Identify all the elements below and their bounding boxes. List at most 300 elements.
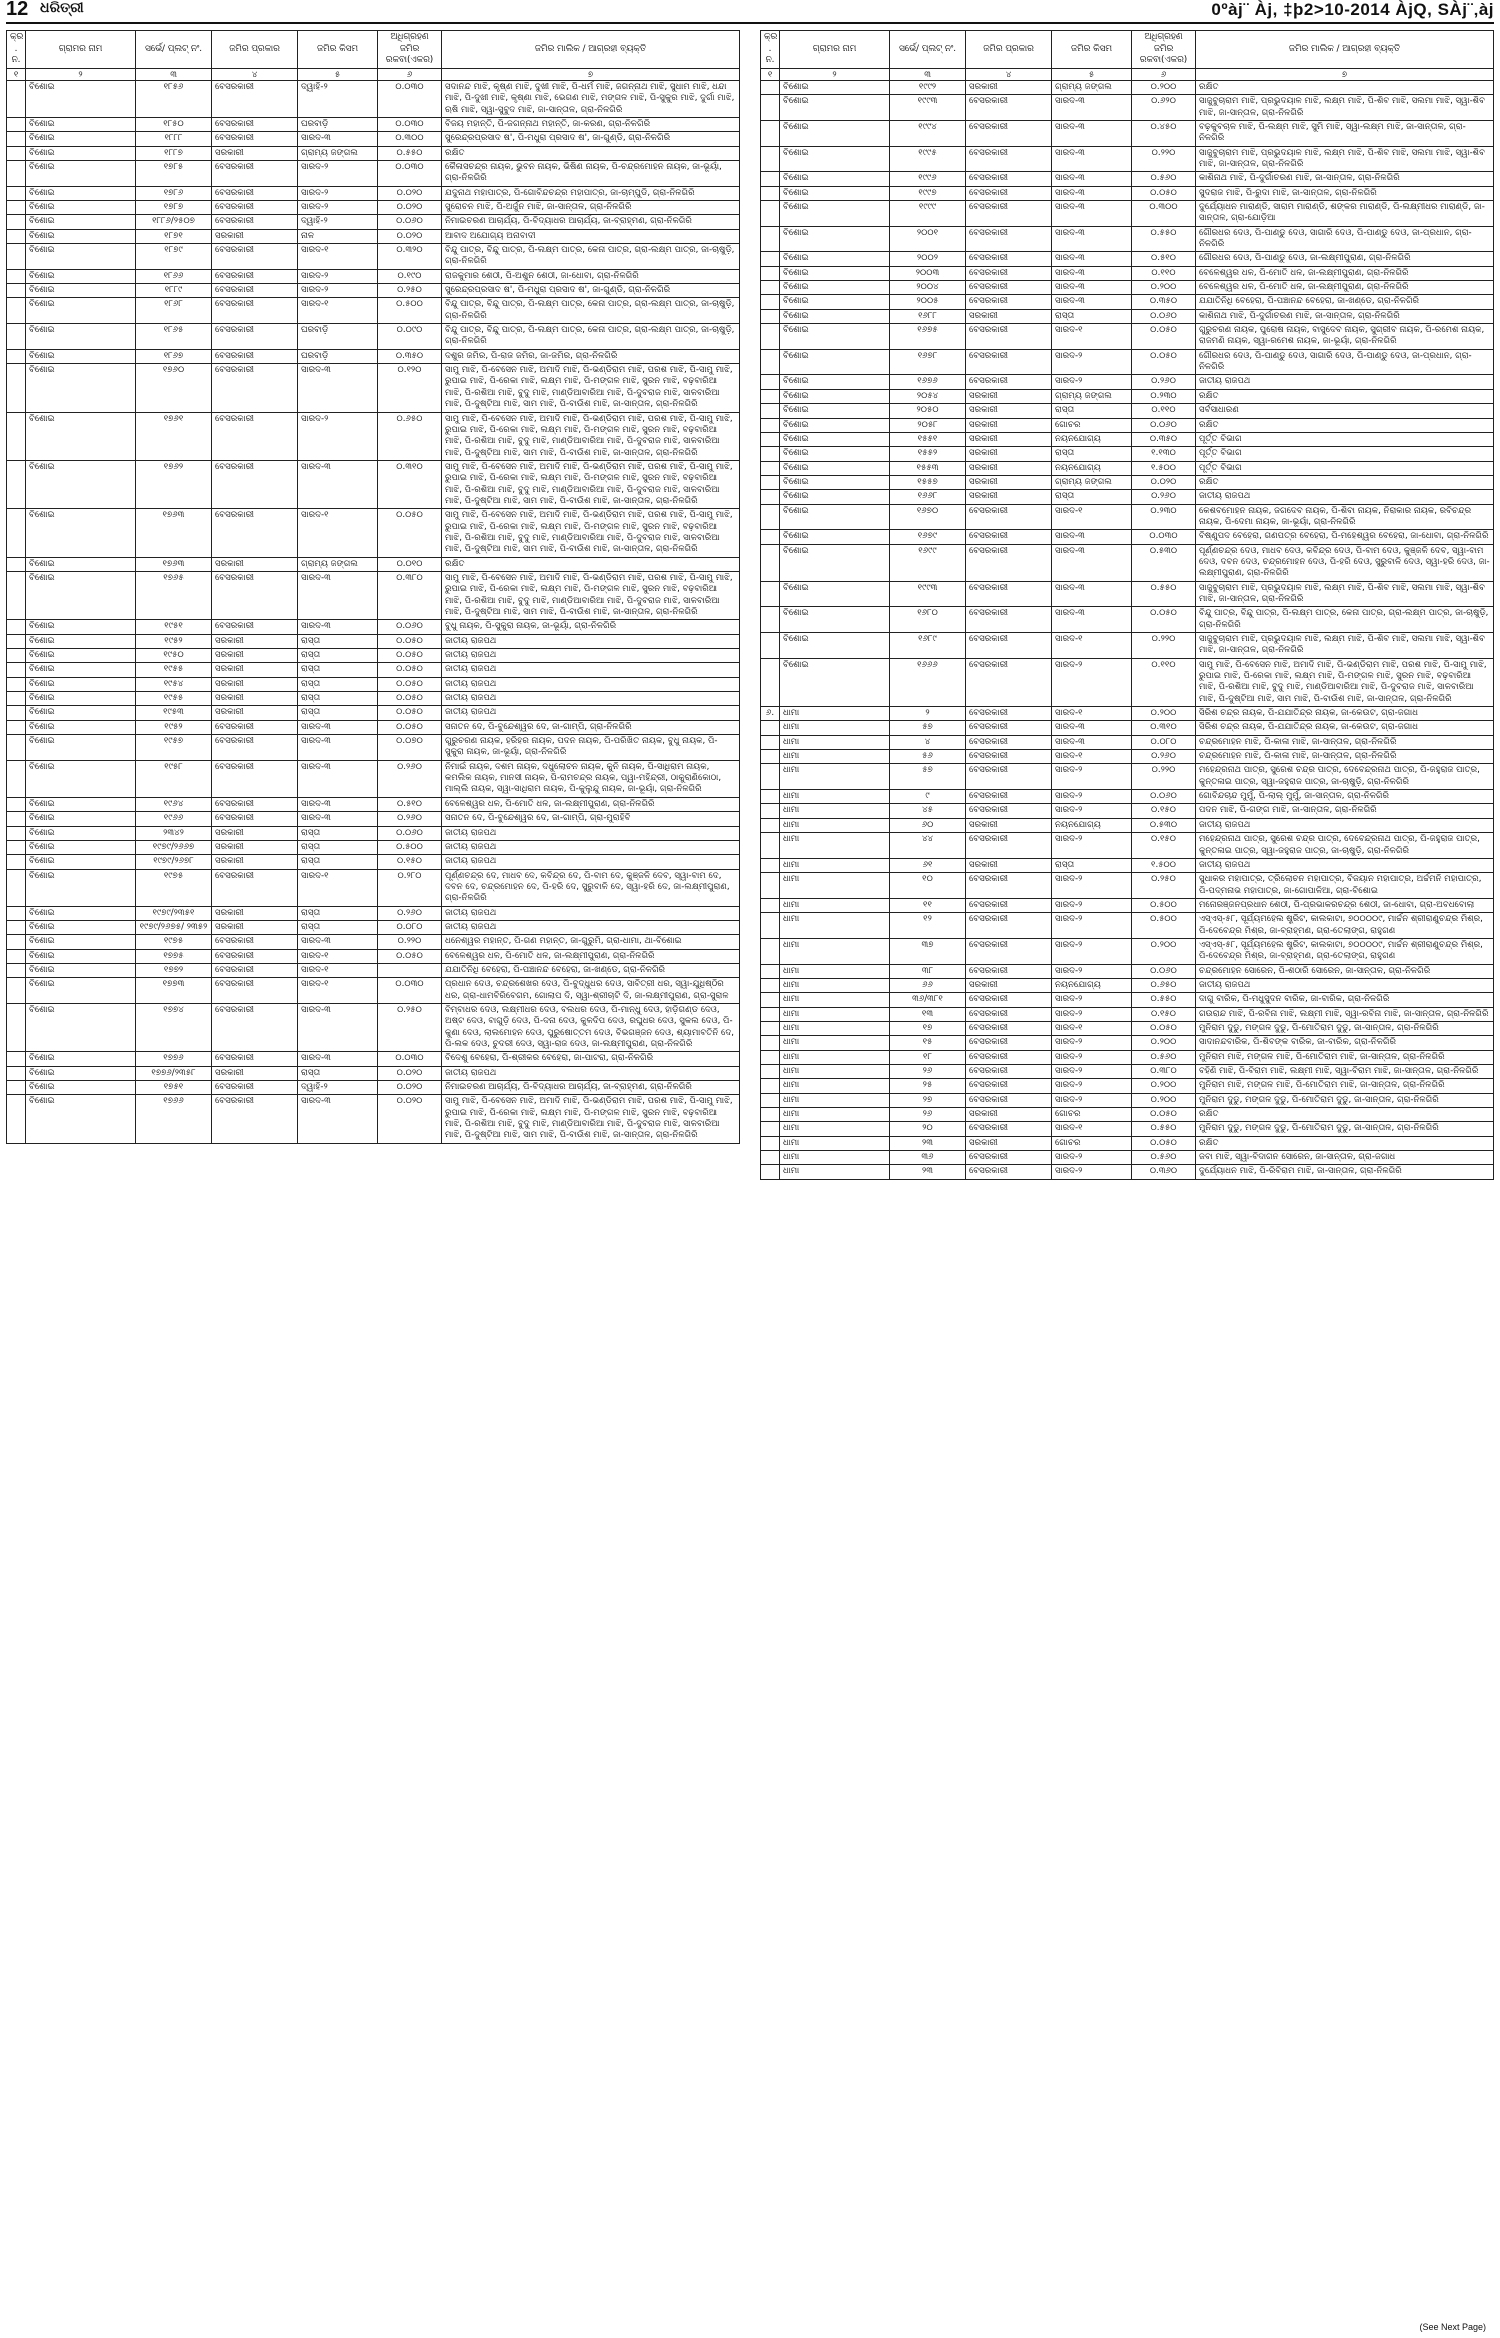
land-type-cell: ବେସରକାରୀ bbox=[212, 963, 298, 977]
table-row bbox=[7, 284, 740, 298]
owner-cell: ସାମୁ ମାଝି, ପି-ବେସେନ ମାଝି, ଅମାଦି ମାଝି, ପି-ଭଣ୍ଡିରାମ ମାଝି, ପରଶ ମାଝି, ପି-ସାମୁ ମାଝି, ରୁପାଇ ମାଝି, ପି-ରେକା ମାଝି, ଲକ୍ଷ୍ମ ମାଝି, ପି-ମଙ୍ଗଳ ମାଝି, ସୁରନ ମାଝି, ବଢ଼ବାରିଆ ମାଝି, ପି-ରଶିଆ ମାଝି, ବୁଦୁ ମାଝି, ମାଣ୍ଡିଆବାରିଆ ମାଝି, ପି-ଦୁବରାଜ ମାଝି, ସାଳବାରିଆ ମାଝି, ପି-ଦୁଷ୍ଟିଆ ମାଝି, ସାମ ମାଝି, ପି-ବାଉିଶ ମାଝି, ଜା-ସାନ୍ତାଳ, ଗ୍ରା-ନିଳଗିରି bbox=[442, 509, 740, 557]
serial-cell bbox=[761, 252, 780, 266]
serial-cell bbox=[7, 215, 26, 229]
area-acre-cell: ୦.୫୦୦ bbox=[1132, 913, 1196, 939]
plot-number-cell: ୧୭୬୧ bbox=[136, 412, 212, 460]
village-cell: ଧାମା bbox=[780, 1108, 890, 1122]
village-cell: ବିଶୋଇ bbox=[26, 812, 136, 826]
plot-number-cell: ୧୬୭୫ bbox=[890, 324, 966, 350]
owner-cell: ବେଳେଶ୍ୱର ଧଳ, ପି-ମୋତି ଧଳ, ଜା-ଲକ୍ଷ୍ମୀପୁରାଣ, ଗ୍ରା-ନିଳଗିରି bbox=[442, 797, 740, 811]
land-type-cell: ବେସରକାରୀ bbox=[966, 1021, 1052, 1035]
owner-cell: ବେଳେଶ୍ୱର ଧଳ, ପି-ମୋତି ଧଳ, ଜା-ଲକ୍ଷ୍ମୀପୁରାଣ, ଗ୍ରା-ନିଳଗିରି bbox=[442, 949, 740, 963]
plot-number-cell: ୧୭୭୩ bbox=[136, 978, 212, 1004]
land-type-cell: ବେସରକାରୀ bbox=[212, 412, 298, 460]
serial-cell bbox=[7, 663, 26, 677]
owner-cell: ବିନ୍ଦୁ ପାତ୍ର, ବିନ୍ଦୁ ପାତ୍ର, ପି-ଲକ୍ଷ୍ମ ପାତ୍ର, କେନା ପାତ୍ର, ଗ୍ରା-ଲକ୍ଷ୍ମ ପାତ୍ର, ଜା-ଚାଷୁଡ଼ି, ଗ୍ରା-ନିଳଗିରି bbox=[1196, 607, 1494, 633]
plot-number-cell: ୧୭୭୨ bbox=[136, 963, 212, 977]
owner-cell: ଦାଗୁ ବାରିକ, ପି-ମଧୁସୁଦନ ବାରିକ, ଜା-ବାରିକ, ଗ୍ରା-ନିଳଗିରି bbox=[1196, 993, 1494, 1007]
serial-cell bbox=[761, 1136, 780, 1150]
serial-cell bbox=[761, 1165, 780, 1179]
area-acre-cell: ୦.୩୧୦ bbox=[378, 460, 442, 508]
land-type-cell: ବେସରକାରୀ bbox=[212, 1003, 298, 1051]
serial-cell bbox=[7, 509, 26, 557]
table-row bbox=[761, 146, 1494, 172]
owner-cell: ନିମାଇଁ ନାୟକ, ଦଶମ ନାୟକ, ଦଧୁଲୋଚନ ନାୟକ, କୁନି ନାୟକ, ପି-ସାଧିରାମ ନାୟକ, କମଲିକ ନାୟକ, ମାନସୀ ନାୟକ, ପି-ରାମଚନ୍ଦ୍ର ନାୟକ, ପ୍ୱା-ମହିନ୍ଦ୍ରୀ, ଠାକୁରାଣିକୋଠା, ମାଲ୍ଲି ନାୟକ, ସ୍ୱା-ସାଧିରାମ ନାୟକ, ପି-କୁଲୁନ୍ଦୁ ନାୟକ, ଜା-ଭୂୟାଁ, ଗ୍ରା-ନିଳଗିରି bbox=[442, 760, 740, 797]
area-acre-cell: ୦.୦୫୦ bbox=[1132, 607, 1196, 633]
land-class-cell: ସାରଦ-୨ bbox=[1052, 964, 1132, 978]
village-cell: ବିଶୋଇ bbox=[780, 607, 890, 633]
land-class-cell: ସାରଦ-୧ bbox=[1052, 707, 1132, 721]
land-type-cell: ବେସରକାରୀ bbox=[966, 295, 1052, 309]
area-acre-cell: ୦.୨୫୦ bbox=[378, 284, 442, 298]
land-type-cell: ବେସରକାରୀ bbox=[966, 1007, 1052, 1021]
serial-cell bbox=[7, 1052, 26, 1066]
area-acre-cell: ୦.୦୮୦ bbox=[378, 920, 442, 934]
village-cell: ବିଶୋଇ bbox=[780, 266, 890, 280]
village-cell: ଧାମା bbox=[780, 1050, 890, 1064]
serial-cell bbox=[761, 172, 780, 186]
owner-cell: ବିଦେଶୁ ବେହେରା, ପି-ଶ୍ରୀକର ବେହେରା, ଜା-ପାଟରା, ଗ୍ରା-ନିଳଗିରି bbox=[442, 1052, 740, 1066]
table-row bbox=[761, 633, 1494, 659]
serial-cell bbox=[761, 324, 780, 350]
owner-cell: ରକ୍ଷିତ bbox=[1196, 475, 1494, 489]
serial-cell bbox=[761, 581, 780, 607]
village-cell: ବିଶୋଇ bbox=[26, 186, 136, 200]
village-cell: ଧାମା bbox=[780, 1165, 890, 1179]
table-row bbox=[7, 132, 740, 146]
village-cell: ବିଶୋଇ bbox=[26, 1081, 136, 1095]
land-type-cell: ବେସରକାରୀ bbox=[212, 935, 298, 949]
area-acre-cell: ୦.୦୫୦ bbox=[1132, 324, 1196, 350]
table-row bbox=[7, 571, 740, 619]
land-class-cell: ସାରଦ-୧ bbox=[298, 978, 378, 1004]
land-type-cell: ସରକାରୀ bbox=[212, 229, 298, 243]
serial-cell bbox=[761, 504, 780, 530]
land-type-cell: ସରକାରୀ bbox=[212, 677, 298, 691]
owner-cell: ଏସ୍‌ଏସ୍-୫୮, ସୂର୍ଯ୍ୟମହେଲ ଷ୍ଟ୍ରିଟ, କାଲକାଟା, ୭୦୦୦୦୯, ମାର୍ଚ୍ଚନ ଶ୍ରୀରାଣୁଚନ୍ଦ୍ର ମିଶ୍ର, ପି-ଦେବେନ୍ଦ୍ର ମିଶ୍ର, ଜା-ବ୍ରାହ୍ମଣ, ଗ୍ରା-ତେଲାଙ୍ଗ, ରାହୁଗଣ bbox=[1196, 913, 1494, 939]
table-body-right bbox=[761, 80, 1494, 1179]
land-class-cell: ସାରଦ-୨ bbox=[1052, 1007, 1132, 1021]
plot-number-cell: ୬୬ bbox=[890, 978, 966, 992]
land-type-cell: ବେସରକାରୀ bbox=[966, 1165, 1052, 1179]
plot-number-cell: ୧୮୮୯ bbox=[136, 284, 212, 298]
land-type-cell: ବେସରକାରୀ bbox=[966, 750, 1052, 764]
area-acre-cell: ୦.୨୫୦ bbox=[1132, 873, 1196, 899]
plot-number-cell: ୧୯୯୩ bbox=[890, 95, 966, 121]
plot-number-cell: ୧୫୫୧ bbox=[890, 432, 966, 446]
owner-cell: ବଢ଼କୁବଚାଳ ମାଝି, ପି-ଲକ୍ଷ୍ମ ମାଝି, ସୁମି ମାଝି, ସ୍ୱା-ଲକ୍ଷ୍ମ ମାଝି, ଜା-ସାନ୍ତାଳ, ଗ୍ରା-ନିଳଗିରି bbox=[1196, 120, 1494, 146]
owner-cell: ସାମୁ ମାଝି, ପି-ବେସେନ ମାଝି, ଅମାଦି ମାଝି, ପି-ଭଣ୍ଡିରାମ ମାଝି, ପରଶ ମାଝି, ପି-ସାମୁ ମାଝି, ରୁପାଇ ମାଝି, ପି-ରେକା ମାଝି, ଲକ୍ଷ୍ମ ମାଝି, ପି-ମଙ୍ଗଳ ମାଝି, ସୁରନ ମାଝି, ବଢ଼ବାରିଆ ମାଝି, ପି-ରଶିଆ ମାଝି, ବୁଦୁ ମାଝି, ମାଣ୍ଡିଆବାରିଆ ମାଝି, ପି-ଦୁବରାଜ ମାଝି, ସାଳବାରିଆ ମାଝି, ପି-ଦୁଷ୍ଟିଆ ମାଝି, ସାମ ମାଝି, ପି-ବାଉିଶ ମାଝି, ଜା-ସାନ୍ତାଳ, ଗ୍ରା-ନିଳଗିରି bbox=[442, 460, 740, 508]
serial-cell bbox=[761, 295, 780, 309]
serial-cell bbox=[761, 418, 780, 432]
table-row bbox=[7, 364, 740, 412]
area-acre-cell: ୦.୨୬୦ bbox=[1132, 375, 1196, 389]
serial-cell bbox=[7, 244, 26, 270]
owner-cell: ବିମ୍ବାଧର ଦେଓ, ଲକ୍ଷ୍ମୀଧର ଦେଓ, ବଲଧର ଦେଓ, ପି-ମାନ୍ଧୁ ଦେଓ, ହାଡ଼ିଗଣ୍ଡ ଦେଓ, ଅଷ୍ଟ ଦେଓ, ବାଗୁଡ଼ି ଦେଓ, ପି-ଦନା ଦେଓ, କୁଳଦିପ ଦେଓ, ରଘୁଧର ଦେଓ, ସୁକଲ ଦେଓ, ପି-କୁଣା ଦେଓ, ଲାଲମୋହନ ଦେଓ, ପୁରୁଷୋତ୍ତମ ଦେଓ, ବିଭଗଞ୍ଜନ ଦେଓ, ଶ୍ୟାମାବତିନି ଦେ, ପି-ଲକ ଦେଓ, ଚୁଦରୀ ଦେଓ, ସ୍ୱା-ରାଜ ଦେଓ, ଜା-ଲକ୍ଷ୍ମୀପୁରାଣ, ଗ୍ରା-ନିଳଗିରି bbox=[442, 1003, 740, 1051]
land-class-cell: ଘରବାଡ଼ି bbox=[298, 117, 378, 131]
plot-number-cell: ୧୭୮୭ bbox=[136, 201, 212, 215]
plot-number-cell: ୧୯୬୪ bbox=[136, 797, 212, 811]
land-class-cell: ନୟନଯୋଗ୍ୟ bbox=[1052, 432, 1132, 446]
table-row bbox=[7, 186, 740, 200]
serial-cell bbox=[761, 858, 780, 872]
plot-number-cell: ୧୮୬୮ bbox=[136, 298, 212, 324]
village-cell: ବିଶୋଇ bbox=[780, 633, 890, 659]
land-class-cell: ରାସ୍ତା bbox=[298, 826, 378, 840]
land-class-cell: ସାରଦ-୩ bbox=[1052, 226, 1132, 252]
village-cell: ଧାମା bbox=[780, 978, 890, 992]
village-cell: ବିଶୋଇ bbox=[780, 226, 890, 252]
land-type-cell: ବେସରକାରୀ bbox=[212, 117, 298, 131]
land-class-cell: ସାରଦ-୨ bbox=[1052, 764, 1132, 790]
serial-cell bbox=[7, 201, 26, 215]
owner-cell: ରକ୍ଷିତ bbox=[1196, 1136, 1494, 1150]
column-number: ୭ bbox=[442, 68, 740, 80]
column-header: ଅଧିଗ୍ରହଣ ଜମିର ରକବା(ଏକର) bbox=[1132, 31, 1196, 69]
land-type-cell: ବେସରକାରୀ bbox=[966, 581, 1052, 607]
owner-cell: ମହେନ୍ଦ୍ରନାଥ ପାତ୍ର, ସୁରେଶ ଚନ୍ଦ୍ର ପାତ୍ର, ଦେବେନ୍ଦ୍ରନାଥ ପାତ୍ର, ପି-ଜହୁରାଜ ପାତ୍ର, କୁନ୍ତଳାଇ ପାତ୍ର, ସ୍ୱା-ଜହୁରାଜ ପାତ୍ର, ଜା-ଚାଷୁଡ଼ି, ଗ୍ରା-ନିଳଗିରି bbox=[1196, 833, 1494, 859]
land-type-cell: ବେସରକାରୀ bbox=[966, 993, 1052, 1007]
land-class-cell: ଗ୍ରାମ୍ୟ ଜଙ୍ଗଲ bbox=[298, 557, 378, 571]
table-row bbox=[7, 269, 740, 283]
land-class-cell: ସାରଦ-୧ bbox=[1052, 1122, 1132, 1136]
village-cell: ଧାମା bbox=[780, 804, 890, 818]
area-acre-cell: ୦.୫୬୦ bbox=[1132, 1050, 1196, 1064]
owner-cell: ଜାତୀୟ ରାଜପଥ bbox=[1196, 490, 1494, 504]
area-acre-cell: ୦.୦୩୦ bbox=[378, 978, 442, 1004]
serial-cell bbox=[7, 298, 26, 324]
land-class-cell: ସାରଦ-୩ bbox=[1052, 95, 1132, 121]
land-class-cell: ସାରଦ-୩ bbox=[298, 935, 378, 949]
serial-cell bbox=[7, 349, 26, 363]
table-row bbox=[761, 309, 1494, 323]
land-class-cell: ଘରବାଡ଼ି bbox=[298, 349, 378, 363]
village-cell: ଧାମା bbox=[780, 1136, 890, 1150]
plot-number-cell: ୨୦୫୮ bbox=[890, 418, 966, 432]
land-class-cell: ସାରଦ-୨ bbox=[298, 186, 378, 200]
land-type-cell: ବେସରକାରୀ bbox=[966, 1036, 1052, 1050]
owner-cell: ଗଉରାନ୍ଦ ମାଝି, ପି-ରବିନା ମାଝି, ଲକ୍ଷ୍ମୀ ମାଝି, ସ୍ୱା-ରବିନା ମାଝି, ଜା-ସାନ୍ତାଳ, ଗ୍ରା-ନିଳଗିରି bbox=[1196, 1007, 1494, 1021]
village-cell: ବିଶୋଇ bbox=[26, 963, 136, 977]
column-header: ଜମିର ପ୍ରକାର bbox=[966, 31, 1052, 69]
table-row bbox=[761, 389, 1494, 403]
serial-cell bbox=[7, 720, 26, 734]
village-cell: ବିଶୋଇ bbox=[780, 461, 890, 475]
area-acre-cell: ୦.୨୬୦ bbox=[378, 906, 442, 920]
serial-cell bbox=[7, 571, 26, 619]
serial-cell bbox=[761, 1050, 780, 1064]
land-type-cell: ବେସରକାରୀ bbox=[212, 215, 298, 229]
owner-cell: ସଦାନନ୍ଦ ମାଝି, କୃଷ୍ଣ ମାଝି, ଦୁଖୀ ମାଝି, ପି-ଧର୍ମ ମାଝି, ଜଗନ୍ନାଥ ମାଝି, ସୁଧାମ ମାଝି, ଧନ୍ଦା ମାଝି, ପି-ଦୁଖୀ ମାଝି, କୃଷ୍ଣା ମାଝି, ଭେଗଣ ମାଝି, ମଙ୍ଗଳ ମାଝି, ପି-ସୁକୁର ମାଝି, ଦୁର୍ଗା ମାଝି, ଋଷି ମାଝି, ସ୍ୱା-ସୁବୁଦ ମାଝି, ଜା-ସାନ୍ତାଳ, ଗ୍ରା-ନିଳଗିରି bbox=[442, 80, 740, 117]
table-row bbox=[7, 826, 740, 840]
plot-number-cell: ୧୬୭୮ bbox=[890, 349, 966, 375]
plot-number-cell: ୧୫୫୩ bbox=[890, 461, 966, 475]
land-type-cell: ବେସରକାରୀ bbox=[966, 120, 1052, 146]
serial-cell bbox=[761, 1108, 780, 1122]
plot-number-cell: ୧୭୬୩ bbox=[136, 557, 212, 571]
table-row bbox=[7, 1066, 740, 1080]
land-class-cell: ସାରଦ-୩ bbox=[1052, 295, 1132, 309]
area-acre-cell: ୦.୦୨୦ bbox=[378, 229, 442, 243]
plot-number-cell: ୧୯୯୯ bbox=[890, 201, 966, 227]
owner-cell: ମୁନିରାମ ଦୁଡୁ, ମଙ୍ଗଳ ଦୁଡୁ, ପି-ମୋତିରାମ ଦୁଡୁ, ଜା-ସାନ୍ତାଳ, ଗ୍ରା-ନିଳଗିରି bbox=[1196, 1021, 1494, 1035]
serial-cell bbox=[7, 735, 26, 761]
table-row bbox=[7, 677, 740, 691]
village-cell: ବିଶୋଇ bbox=[780, 658, 890, 706]
table-row bbox=[761, 461, 1494, 475]
village-cell: ବିଶୋଇ bbox=[26, 160, 136, 186]
masthead bbox=[6, 0, 1494, 18]
area-acre-cell: ୦.୫୩୦ bbox=[1132, 818, 1196, 832]
land-type-cell: ବେସରକାରୀ bbox=[966, 172, 1052, 186]
table-row bbox=[7, 735, 740, 761]
village-cell: ବିଶୋଇ bbox=[26, 284, 136, 298]
village-cell: ବିଶୋଇ bbox=[780, 447, 890, 461]
area-acre-cell: ୦.୦୫୦ bbox=[378, 649, 442, 663]
table-row bbox=[7, 244, 740, 270]
land-type-cell: ସରକାରୀ bbox=[966, 461, 1052, 475]
area-acre-cell: ୦.୦୫୦ bbox=[378, 663, 442, 677]
owner-cell: ଦୁର୍ଯ୍ୟୋଧନ ମାଝି, ପି-ରିବିରାମ ମାଝି, ଜା-ସାନ୍ତାଳ, ଗ୍ରା-ନିଳଗିରି bbox=[1196, 1165, 1494, 1179]
area-acre-cell: ୦.୦୫୦ bbox=[1132, 186, 1196, 200]
table-row bbox=[7, 460, 740, 508]
land-type-cell: ବେସରକାରୀ bbox=[212, 1095, 298, 1143]
plot-number-cell: ୧୫୫୨ bbox=[890, 447, 966, 461]
area-acre-cell: ୦.୧୫୦ bbox=[1132, 804, 1196, 818]
land-type-cell: ବେସରକାରୀ bbox=[966, 530, 1052, 544]
land-type-cell: ବେସରକାରୀ bbox=[966, 252, 1052, 266]
village-cell: ବିଶୋଇ bbox=[26, 869, 136, 906]
column-number: ୧ bbox=[7, 68, 26, 80]
table-row bbox=[7, 215, 740, 229]
land-class-cell: ସାରଦ-୩ bbox=[1052, 266, 1132, 280]
village-cell: ବିଶୋଇ bbox=[26, 1052, 136, 1066]
area-acre-cell: ୦.୦୫୦ bbox=[378, 509, 442, 557]
owner-cell: ଗୌରଧର ଦେଓ, ପି-ପାଣ୍ଡୁ ଦେଓ, ଜା-ଲକ୍ଷ୍ମୀପୁରାଣ, ଗ୍ରା-ନିଳଗିରି bbox=[1196, 252, 1494, 266]
land-class-cell: ଗୋଚର bbox=[1052, 1108, 1132, 1122]
serial-cell bbox=[761, 1007, 780, 1021]
serial-cell bbox=[761, 375, 780, 389]
village-cell: ଧାମା bbox=[780, 833, 890, 859]
column-number: ୨ bbox=[26, 68, 136, 80]
table-row bbox=[761, 1165, 1494, 1179]
plot-number-cell: ୧୬୭୯ bbox=[890, 530, 966, 544]
owner-cell: ଜାତୀୟ ରାଜପଥ bbox=[442, 920, 740, 934]
village-cell: ବିଶୋଇ bbox=[26, 269, 136, 283]
owner-cell: ରକ୍ଷିତ bbox=[442, 146, 740, 160]
serial-cell bbox=[761, 226, 780, 252]
land-class-cell: ସାରଦ-୩ bbox=[1052, 607, 1132, 633]
area-acre-cell: ୦.୨୦୦ bbox=[1132, 1036, 1196, 1050]
village-cell: ବିଶୋଇ bbox=[26, 229, 136, 243]
land-type-cell: ବେସରକାରୀ bbox=[212, 80, 298, 117]
land-class-cell: ସାରଦ-୩ bbox=[298, 364, 378, 412]
serial-cell bbox=[761, 1122, 780, 1136]
area-acre-cell: ୦.୦୨୦ bbox=[378, 1066, 442, 1080]
owner-cell: ରକ୍ଷିତ bbox=[1196, 80, 1494, 94]
land-type-cell: ସରକାରୀ bbox=[212, 649, 298, 663]
serial-cell bbox=[761, 309, 780, 323]
plot-number-cell: ୩୭ bbox=[890, 938, 966, 964]
serial-cell bbox=[7, 963, 26, 977]
land-class-cell: ସାରଦ-୧ bbox=[1052, 324, 1132, 350]
land-class-cell: ସାରଦ-୧ bbox=[1052, 633, 1132, 659]
land-class-cell: ସାରଦ-୨ bbox=[298, 269, 378, 283]
table-row bbox=[761, 1007, 1494, 1021]
table-row bbox=[761, 978, 1494, 992]
village-cell: ବିଶୋଇ bbox=[26, 364, 136, 412]
area-acre-cell: ୦.୨୬୦ bbox=[378, 760, 442, 797]
owner-cell: ସାମୁ ମାଝି, ପି-ବେସେନ ମାଝି, ଅମାଦି ମାଝି, ପି-ଭଣ୍ଡିରାମ ମାଝି, ପରଶ ମାଝି, ପି-ସାମୁ ମାଝି, ରୁପାଇ ମାଝି, ପି-ରେକା ମାଝି, ଲକ୍ଷ୍ମ ମାଝି, ପି-ମଙ୍ଗଳ ମାଝି, ସୁରନ ମାଝି, ବଢ଼ବାରିଆ ମାଝି, ପି-ରଶିଆ ମାଝି, ବୁଦୁ ମାଝି, ମାଣ୍ଡିଆବାରିଆ ମାଝି, ପି-ଦୁବରାଜ ମାଝି, ସାଳବାରିଆ ମାଝି, ପି-ଦୁଷ୍ଟିଆ ମାଝି, ସାମ ମାଝି, ପି-ବାଉିଶ ମାଝି, ଜା-ସାନ୍ତାଳ, ଗ୍ରା-ନିଳଗିରି bbox=[442, 1095, 740, 1143]
owner-cell: ଚନ୍ଦ୍ରମୋହନ ମାଝି, ପି-କାଳା ମାଝି, ଜା-ସାନ୍ତାଳ, ଗ୍ରା-ନିଳଗିରି bbox=[1196, 750, 1494, 764]
area-acre-cell: ୦.୩୫୦ bbox=[1132, 295, 1196, 309]
land-type-cell: ସରକାରୀ bbox=[966, 978, 1052, 992]
land-type-cell: ସରକାରୀ bbox=[966, 309, 1052, 323]
land-type-cell: ବେସରକାରୀ bbox=[212, 949, 298, 963]
owner-cell: ଏସ୍‌ଏସ୍-୫୮, ସୂର୍ଯ୍ୟମହେଲ ଷ୍ଟ୍ରିଟ, କାଲକାଟା, ୭୦୦୦୦୯, ମାର୍ଚ୍ଚନ ଶ୍ରୀରାଣୁଚନ୍ଦ୍ର ମିଶ୍ର, ପି-ଦେବେନ୍ଦ୍ର ମିଶ୍ର, ଜା-ବ୍ରାହ୍ମଣ, ଗ୍ରା-ତେଲାଙ୍ଗ, ରାହୁଗଣ bbox=[1196, 938, 1494, 964]
area-acre-cell: ୦.୦୬୦ bbox=[378, 215, 442, 229]
land-type-cell: ସରକାରୀ bbox=[966, 389, 1052, 403]
plot-number-cell: ୫୬ bbox=[890, 750, 966, 764]
land-class-cell: ରାସ୍ତା bbox=[298, 855, 378, 869]
table-row bbox=[761, 607, 1494, 633]
land-table-right bbox=[760, 30, 1494, 1180]
land-type-cell: ବେସରକାରୀ bbox=[212, 720, 298, 734]
area-acre-cell: ୦.୩୫୦ bbox=[1132, 432, 1196, 446]
land-class-cell: ରାସ୍ତା bbox=[1052, 447, 1132, 461]
owner-cell: ଜାତୀୟ ରାଜପଥ bbox=[442, 634, 740, 648]
village-cell: ଧାମା bbox=[780, 1151, 890, 1165]
owner-cell: ସାମୁ ମାଝି, ପି-ବେସେନ ମାଝି, ଅମାଦି ମାଝି, ପି-ଭଣ୍ଡିରାମ ମାଝି, ପରଶ ମାଝି, ପି-ସାମୁ ମାଝି, ରୁପାଇ ମାଝି, ପି-ରେକା ମାଝି, ଲକ୍ଷ୍ମ ମାଝି, ପି-ମଙ୍ଗଳ ମାଝି, ସୁରନ ମାଝି, ବଢ଼ବାରିଆ ମାଝି, ପି-ରଶିଆ ମାଝି, ବୁଦୁ ମାଝି, ମାଣ୍ଡିଆବାରିଆ ମାଝି, ପି-ଦୁବରାଜ ମାଝି, ସାଳବାରିଆ ମାଝି, ପି-ଦୁଷ୍ଟିଆ ମାଝି, ସାମ ମାଝି, ପି-ବାଉିଶ ମାଝି, ଜା-ସାନ୍ତାଳ, ଗ୍ରା-ନିଳଗିରି bbox=[442, 571, 740, 619]
area-acre-cell: ୦.୫୫୦ bbox=[1132, 1122, 1196, 1136]
area-acre-cell: ୦.୫୫୦ bbox=[378, 146, 442, 160]
land-class-cell: ସାରଦ-୩ bbox=[298, 1095, 378, 1143]
owner-cell: ଗୌରଧର ଦେଓ, ପି-ପାଣ୍ଡୁ ଦେଓ, ସାଗାରି ଦେଓ, ପି-ପାଣ୍ଡୁ ଦେଓ, ଜା-ପ୍ରଧାନ, ଗ୍ରା-ନିଳଗିରି bbox=[1196, 226, 1494, 252]
land-class-cell: ଘରବାଡ଼ି bbox=[298, 324, 378, 350]
column-header: ଜମିର ମାଲିକ / ଆଗ୍ରହୀ ବ୍ୟକ୍ତି bbox=[1196, 31, 1494, 69]
land-class-cell: ସାରଦ-୨ bbox=[1052, 1165, 1132, 1179]
area-acre-cell: ୦.୨୬୦ bbox=[1132, 490, 1196, 504]
serial-cell bbox=[761, 658, 780, 706]
village-cell: ବିଶୋଇ bbox=[26, 557, 136, 571]
column-number: ୩ bbox=[136, 68, 212, 80]
village-cell: ବିଶୋଇ bbox=[26, 840, 136, 854]
serial-cell bbox=[761, 490, 780, 504]
land-class-cell: ସାରଦ-୨ bbox=[1052, 1065, 1132, 1079]
village-cell: ବିଶୋଇ bbox=[780, 418, 890, 432]
land-type-cell: ବେସରକାରୀ bbox=[966, 607, 1052, 633]
village-cell: ବିଶୋଇ bbox=[26, 132, 136, 146]
owner-cell: ଜାତୀୟ ରାଜପଥ bbox=[1196, 818, 1494, 832]
serial-cell bbox=[761, 1151, 780, 1165]
date-line: 0ºàj¨ Àj, ‡þ2>10-2014 ÀjQ, SÀj¨‚àj bbox=[1211, 0, 1494, 19]
serial-cell bbox=[7, 935, 26, 949]
owner-cell: ସନାତନ ଦେ, ପି-ବୁନ୍ଦେଶ୍ୱର ଦେ, ଜା-ଗାମ୍ପି, ଗ୍ରା-ମୁରାହିବି bbox=[442, 812, 740, 826]
village-cell: ଧାମା bbox=[780, 721, 890, 735]
area-acre-cell: ୦.୨୦୦ bbox=[1132, 707, 1196, 721]
village-cell: ଧାମା bbox=[780, 818, 890, 832]
village-cell: ଧାମା bbox=[780, 938, 890, 964]
village-cell: ଧାମା bbox=[780, 790, 890, 804]
owner-cell: ଜାତୀୟ ରାଜପଥ bbox=[442, 840, 740, 854]
land-class-cell: ସାରଦ-୨ bbox=[298, 201, 378, 215]
land-type-cell: ବେସରକାରୀ bbox=[212, 160, 298, 186]
area-acre-cell: ୦.୦୩୦ bbox=[378, 80, 442, 117]
owner-cell: ଜାତୀୟ ରାଜପଥ bbox=[1196, 858, 1494, 872]
plot-number-cell: ୧୧ bbox=[890, 898, 966, 912]
land-type-cell: ବେସରକାରୀ bbox=[966, 201, 1052, 227]
table-row bbox=[761, 1050, 1494, 1064]
area-acre-cell: ୧.୫୦୦ bbox=[1132, 858, 1196, 872]
table-row bbox=[761, 913, 1494, 939]
land-class-cell: ଦ୍ୱାହି-୨ bbox=[298, 80, 378, 117]
village-cell: ବିଶୋଇ bbox=[26, 620, 136, 634]
land-class-cell: ସାରଦ-୧ bbox=[1052, 504, 1132, 530]
land-type-cell: ବେସରକାରୀ bbox=[966, 1050, 1052, 1064]
land-type-cell: ବେସରକାରୀ bbox=[966, 833, 1052, 859]
plot-number-cell: ୧୬୯୯ bbox=[890, 544, 966, 581]
plot-number-cell: ୧୭୬୦ bbox=[136, 364, 212, 412]
table-row bbox=[7, 557, 740, 571]
plot-number-cell: ୧୯୭୫ bbox=[136, 935, 212, 949]
serial-cell bbox=[761, 1021, 780, 1035]
village-cell: ବିଶୋଇ bbox=[26, 797, 136, 811]
table-row bbox=[7, 117, 740, 131]
table-row bbox=[761, 1093, 1494, 1107]
plot-number-cell: ୧୮୭୧ bbox=[136, 229, 212, 243]
area-acre-cell: ୦.୦୨୦ bbox=[378, 186, 442, 200]
serial-cell bbox=[761, 95, 780, 121]
land-class-cell: ସାରଦ-୨ bbox=[298, 412, 378, 460]
serial-cell bbox=[7, 869, 26, 906]
area-acre-cell: ୦.୨୦୦ bbox=[1132, 80, 1196, 94]
village-cell: ବିଶୋଇ bbox=[780, 172, 890, 186]
land-type-cell: ସରକାରୀ bbox=[212, 634, 298, 648]
land-class-cell: ସାରଦ-୩ bbox=[298, 460, 378, 508]
land-class-cell: ରାସ୍ତା bbox=[298, 920, 378, 934]
land-type-cell: ବେସରକାରୀ bbox=[212, 364, 298, 412]
land-class-cell: ରାସ୍ତା bbox=[298, 692, 378, 706]
table-number-row bbox=[761, 68, 1494, 80]
plot-number-cell: ୧୮୮୭ bbox=[136, 146, 212, 160]
masthead-rule bbox=[6, 22, 1494, 24]
serial-cell bbox=[761, 146, 780, 172]
village-cell: ବିଶୋଇ bbox=[26, 1066, 136, 1080]
land-class-cell: ଗୋଚର bbox=[1052, 1136, 1132, 1150]
land-type-cell: ବେସରକାରୀ bbox=[966, 898, 1052, 912]
table-row bbox=[761, 818, 1494, 832]
plot-number-cell: ୧୯୯୩ bbox=[890, 581, 966, 607]
serial-cell bbox=[761, 938, 780, 964]
table-row bbox=[7, 201, 740, 215]
serial-cell bbox=[761, 530, 780, 544]
plot-number-cell: ୧୮୬୬ bbox=[136, 269, 212, 283]
area-acre-cell: ୦.୦୫୦ bbox=[378, 692, 442, 706]
serial-cell bbox=[7, 906, 26, 920]
village-cell: ବିଶୋଇ bbox=[780, 475, 890, 489]
area-acre-cell: ୦.୦୬୦ bbox=[1132, 309, 1196, 323]
plot-number-cell: ୨୦୦୧ bbox=[890, 226, 966, 252]
serial-cell bbox=[7, 620, 26, 634]
land-table-left bbox=[6, 30, 740, 1144]
serial-cell bbox=[7, 812, 26, 826]
land-type-cell: ବେସରକାରୀ bbox=[966, 913, 1052, 939]
owner-cell: ସୁରୋଚନ ମାଝି, ପି-ଅର୍ଜୁନ ମାଝି, ଜା-ସାନ୍ତାଳ, ଗ୍ରା-ନିଳଗିରି bbox=[442, 201, 740, 215]
land-class-cell: ରାସ୍ତା bbox=[1052, 858, 1132, 872]
serial-cell bbox=[7, 412, 26, 460]
village-cell: ବିଶୋଇ bbox=[780, 544, 890, 581]
column-number: ୬ bbox=[378, 68, 442, 80]
